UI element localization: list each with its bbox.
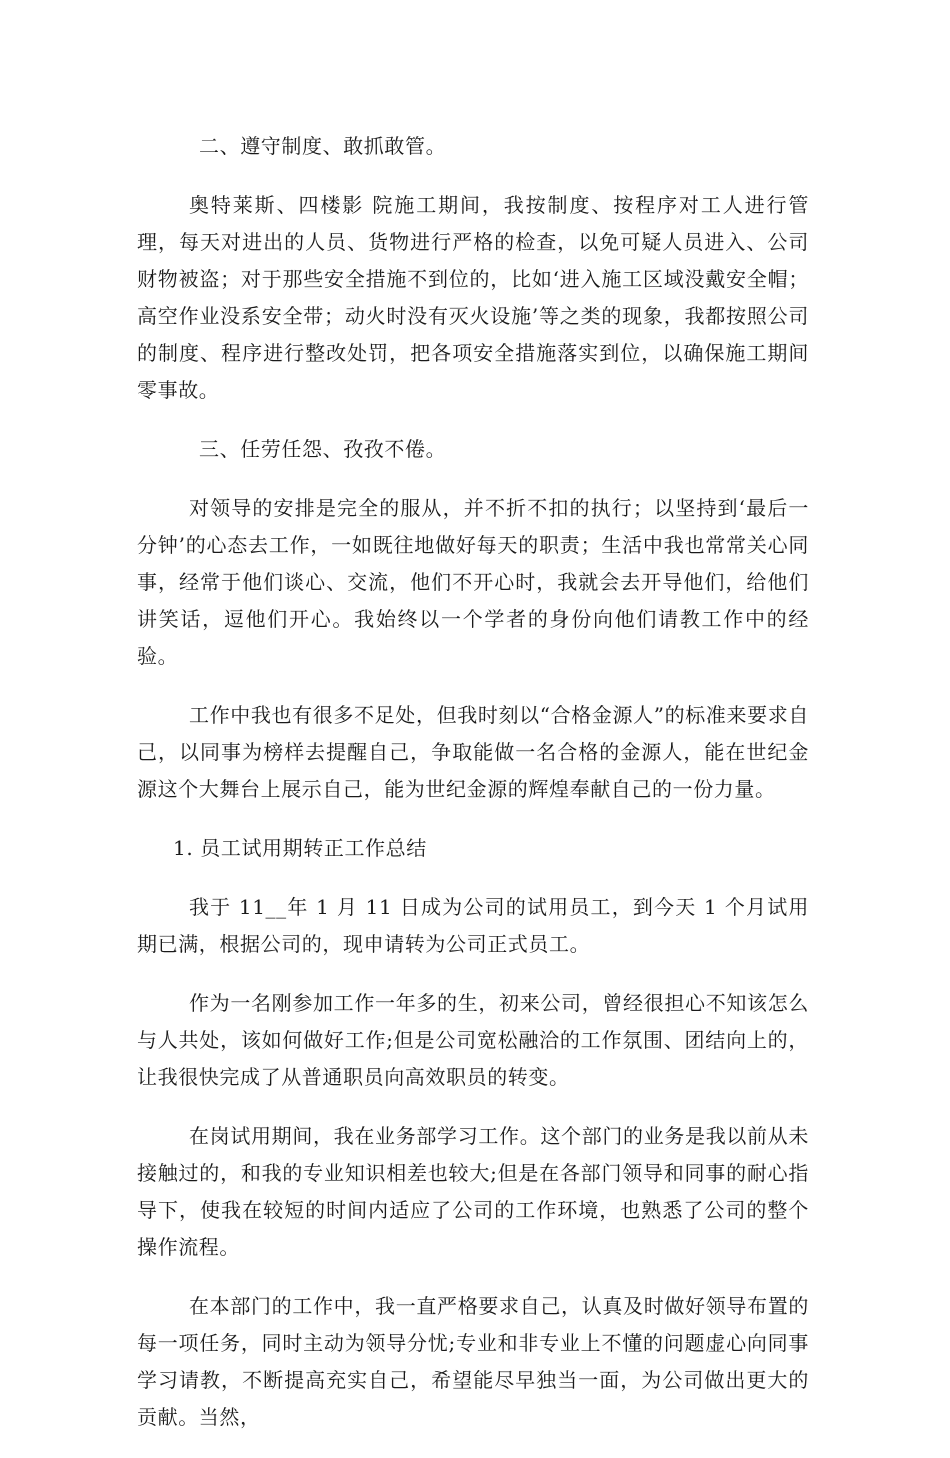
item-1-paragraph-1: 我于 11__年 1 月 11 日成为公司的试用员工，到今天 1 个月试用期已满，根据公司的，现申请转为公司正式员工。 xyxy=(137,895,809,956)
closing-paragraph: 工作中我也有很多不足处，但我时刻以“合格金源人”的标准来要求自己，以同事为榜样去提醒自己，争取能做一名合格的金源人，能在世纪金源这个大舞台上展示自己，能为世纪金源的辉煌奉献自己的一份力量。 xyxy=(137,703,809,801)
item-1-title: 1. 员工试用期转正工作总结 xyxy=(173,836,427,860)
item-1-paragraph-3: 在岗试用期间，我在业务部学习工作。这个部门的业务是我以前从未接触过的，和我的专业知识相差也较大;但是在各部门领导和同事的耐心指导下，使我在较短的时间内适应了公司的工作环境，也熟悉了公司的整个操作流程。 xyxy=(137,1124,809,1259)
section-3-heading: 三、任劳任怨、孜孜不倦。 xyxy=(199,437,447,461)
item-1-paragraph-2: 作为一名刚参加工作一年多的生，初来公司，曾经很担心不知该怎么与人共处，该如何做好工作;但是公司宽松融洽的工作氛围、团结向上的，让我很快完成了从普通职员向高效职员的转变。 xyxy=(137,991,809,1089)
section-2-heading: 二、遵守制度、敢抓敢管。 xyxy=(199,134,447,158)
section-3-paragraph: 对领导的安排是完全的服从，并不折不扣的执行；以坚持到‘最后一分钟’的心态去工作，一如既往地做好每天的职责；生活中我也常常关心同事，经常于他们谈心、交流，他们不开心时，我就会去开导他们，给他们讲笑话，逗他们开心。我始终以一个学者的身份向他们请教工作中的经验。 xyxy=(137,496,809,668)
item-1-paragraph-4: 在本部门的工作中，我一直严格要求自己，认真及时做好领导布置的每一项任务，同时主动为领导分忧;专业和非专业上不懂的问题虚心向同事学习请教，不断提高充实自己，希望能尽早独当一面，为公司做出更大的贡献。当然， xyxy=(137,1294,809,1429)
document-body xyxy=(137,128,809,1458)
section-2-paragraph: 奥特莱斯、四楼影 院施工期间，我按制度、按程序对工人进行管理，每天对进出的人员、货物进行严格的检查，以免可疑人员进入、公司财物被盗；对于那些安全措施不到位的，比如‘进入施工区域没戴安全帽；高空作业没系安全带；动火时没有灭火设施’等之类的现象，我都按照公司的制度、程序进行整改处罚，把各项安全措施落实到位，以确保施工期间零事故。 xyxy=(137,193,809,402)
